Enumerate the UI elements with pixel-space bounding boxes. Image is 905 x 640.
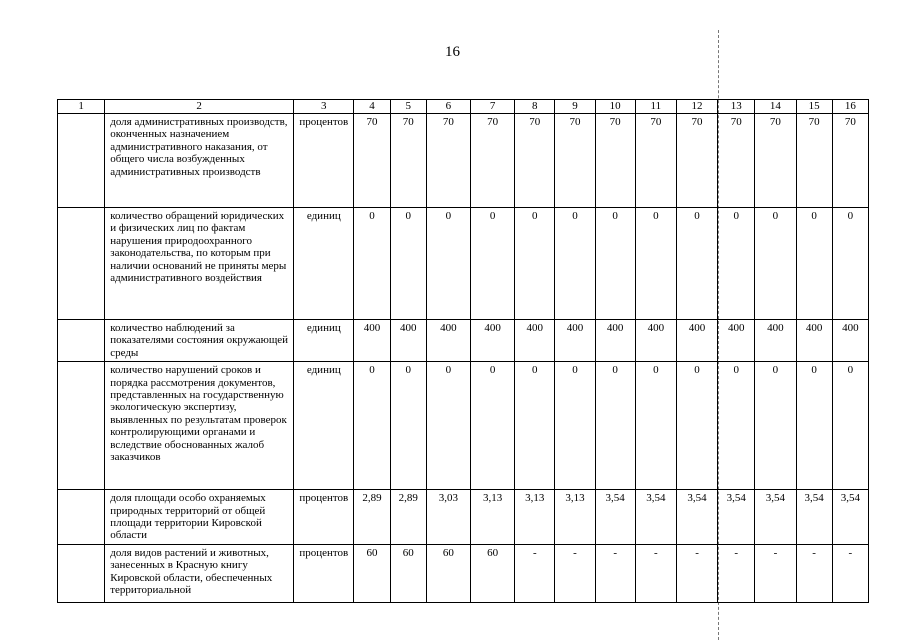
indicator-value: 3,13 [555,490,595,545]
indicator-value: 0 [595,208,635,320]
indicator-value: 70 [676,114,717,208]
column-number-7: 7 [470,100,514,114]
indicator-value: - [515,544,555,602]
indicator-value: 0 [470,208,514,320]
indicator-value: 70 [832,114,868,208]
indicator-value: 0 [390,362,426,490]
indicator-value: 400 [515,320,555,362]
indicator-value: 400 [635,320,676,362]
indicator-value: 400 [470,320,514,362]
indicator-unit: единиц [294,208,354,320]
indicator-value: 0 [832,362,868,490]
page-number: 16 [445,44,460,60]
indicator-value: 0 [635,362,676,490]
indicator-value: - [796,544,832,602]
column-number-6: 6 [426,100,470,114]
indicator-value: 400 [426,320,470,362]
indicator-value: 400 [755,320,796,362]
row-number-cell [58,362,105,490]
column-number-11: 11 [635,100,676,114]
indicator-value: 0 [515,362,555,490]
indicator-value: 400 [555,320,595,362]
indicator-value: 60 [426,544,470,602]
indicator-value: 3,54 [718,490,755,545]
column-number-4: 4 [354,100,390,114]
indicator-row [58,544,869,602]
indicator-row [58,362,869,490]
indicator-value: - [555,544,595,602]
column-number-2: 2 [105,100,294,114]
indicator-value: 0 [354,208,390,320]
indicator-value: 0 [555,362,595,490]
indicator-name: доля видов растений и животных, занесенных в Красную книгу Кировской области, обеспеченных территориальной [105,544,294,602]
indicator-value: 0 [676,208,717,320]
indicator-unit: процентов [294,544,354,602]
indicator-value: 70 [796,114,832,208]
indicator-value: 0 [676,362,717,490]
column-number-9: 9 [555,100,595,114]
row-number-cell [58,490,105,545]
indicator-value: 3,54 [755,490,796,545]
column-number-3: 3 [294,100,354,114]
indicator-value: 2,89 [354,490,390,545]
indicator-value: 60 [390,544,426,602]
indicator-value: 70 [390,114,426,208]
indicator-value: 0 [796,362,832,490]
indicator-value: 0 [555,208,595,320]
indicator-value: 3,13 [470,490,514,545]
row-number-cell [58,320,105,362]
indicator-value: 0 [718,208,755,320]
indicator-value: 0 [426,362,470,490]
indicator-value: 0 [470,362,514,490]
indicator-value: 400 [390,320,426,362]
column-number-1: 1 [58,100,105,114]
indicator-value: 70 [595,114,635,208]
indicator-value: - [755,544,796,602]
indicator-value: - [832,544,868,602]
indicator-value: 0 [832,208,868,320]
row-number-cell [58,208,105,320]
indicator-value: - [635,544,676,602]
indicator-value: 400 [676,320,717,362]
column-number-14: 14 [755,100,796,114]
indicator-value: 3,54 [796,490,832,545]
indicator-value: 0 [796,208,832,320]
indicator-row [58,114,869,208]
indicator-value: 3,54 [832,490,868,545]
indicator-value: 3,13 [515,490,555,545]
indicator-value: 0 [635,208,676,320]
indicator-value: 0 [595,362,635,490]
indicator-unit: единиц [294,320,354,362]
indicator-value: 70 [718,114,755,208]
indicator-value: 400 [718,320,755,362]
indicator-value: 3,54 [595,490,635,545]
column-number-10: 10 [595,100,635,114]
indicator-value: 0 [515,208,555,320]
indicator-row [58,320,869,362]
indicator-value: 70 [515,114,555,208]
indicator-value: 2,89 [390,490,426,545]
column-number-5: 5 [390,100,426,114]
column-number-row [58,100,869,114]
indicator-value: 70 [555,114,595,208]
row-number-cell [58,114,105,208]
indicator-value: 70 [470,114,514,208]
indicator-value: 400 [354,320,390,362]
indicators-table [57,99,869,603]
column-number-12: 12 [676,100,717,114]
indicator-value: 400 [796,320,832,362]
indicator-value: 0 [354,362,390,490]
indicator-value: 3,54 [676,490,717,545]
indicator-value: 0 [426,208,470,320]
column-number-8: 8 [515,100,555,114]
indicator-row [58,490,869,545]
indicator-value: - [718,544,755,602]
column-number-15: 15 [796,100,832,114]
indicator-unit: единиц [294,362,354,490]
indicator-value: 3,03 [426,490,470,545]
indicator-name: доля площади особо охраняемых природных территорий от общей площади территории Кировской области [105,490,294,545]
indicator-value: 400 [595,320,635,362]
indicator-unit: процентов [294,114,354,208]
indicator-value: - [676,544,717,602]
indicator-value: 400 [832,320,868,362]
indicator-value: 70 [426,114,470,208]
indicator-name: доля административных производств, оконченных назначением административного наказания, от общего числа возбужденных административных производств [105,114,294,208]
indicator-value: 70 [635,114,676,208]
indicator-name: количество наблюдений за показателями состояния окружающей среды [105,320,294,362]
row-number-cell [58,544,105,602]
indicator-value: - [595,544,635,602]
column-number-16: 16 [832,100,868,114]
indicator-name: количество обращений юридических и физических лиц по фактам нарушения природоохранного законодательства, по которым при наличии оснований не приняты меры административного воздействия [105,208,294,320]
indicator-row [58,208,869,320]
indicator-value: 0 [755,208,796,320]
indicator-value: 60 [470,544,514,602]
indicator-value: 60 [354,544,390,602]
indicator-value: 70 [354,114,390,208]
indicator-value: 3,54 [635,490,676,545]
indicator-unit: процентов [294,490,354,545]
indicator-name: количество нарушений сроков и порядка рассмотрения документов, представленных на государственную экологическую экспертизу, выявленных по результатам проверок контролирующими органами и вследствие обоснованных жалоб заказчиков [105,362,294,490]
column-number-13: 13 [718,100,755,114]
indicator-value: 0 [390,208,426,320]
indicator-value: 0 [718,362,755,490]
indicator-value: 70 [755,114,796,208]
indicator-value: 0 [755,362,796,490]
